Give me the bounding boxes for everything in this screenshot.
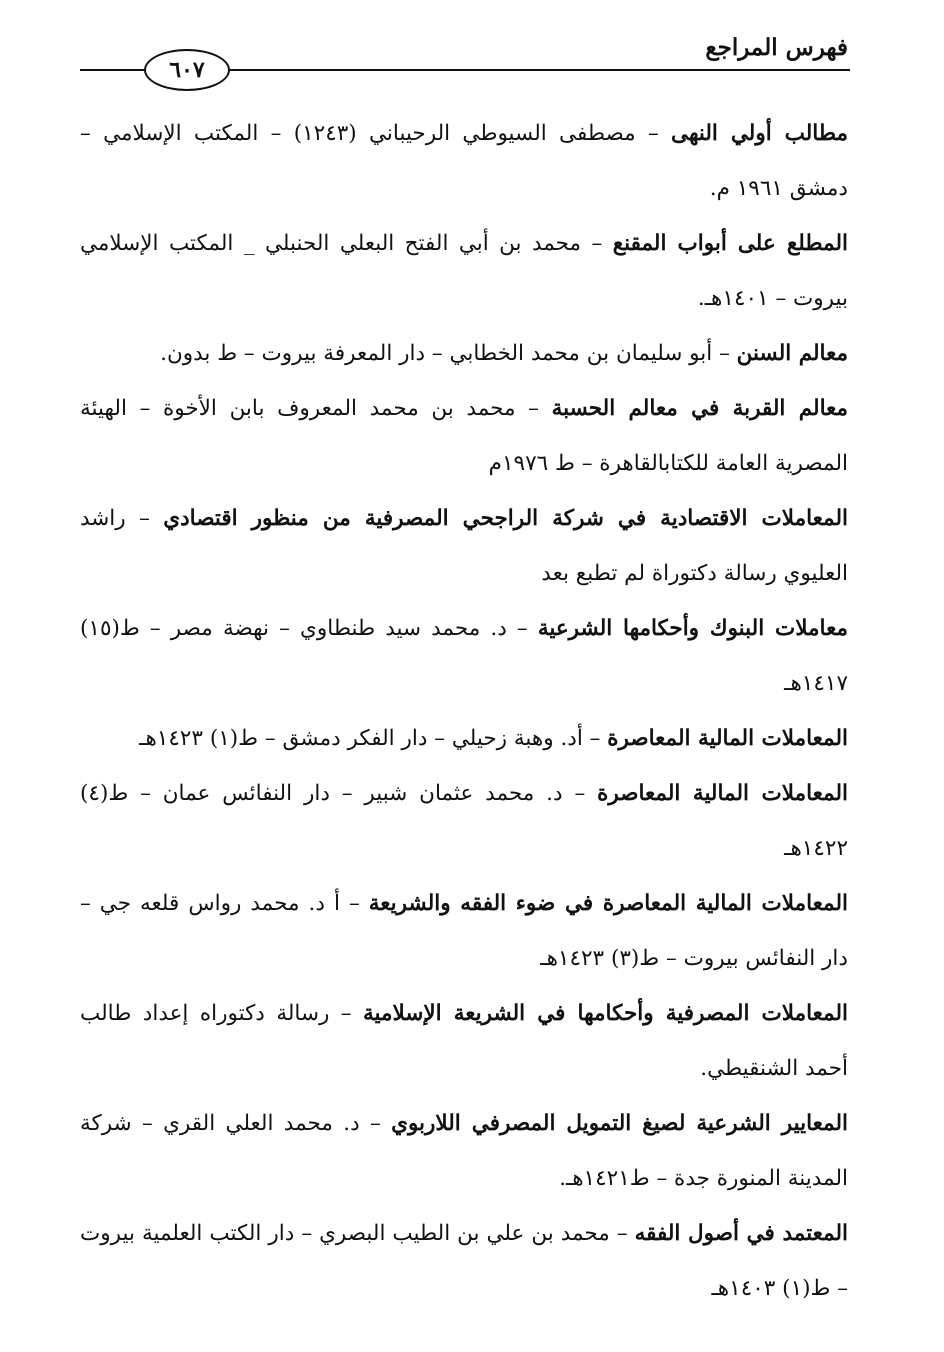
reference-details: – أد. وهبة زحيلي – دار الفكر دمشق – ط(١) ١٤٢٣هـ [139,726,608,751]
references-list [80,106,848,1316]
reference-title: المعاملات المصرفية وأحكامها في الشريعة الإسلامية [363,1001,849,1026]
reference-entry [80,326,848,381]
reference-entry [80,766,848,876]
reference-title: المعاملات الاقتصادية في شركة الراجحي المصرفية من منظور اقتصادي [163,506,849,531]
reference-title: المطلع على أبواب المقنع [612,231,848,256]
reference-entry [80,711,848,766]
reference-details: – محمد بن علي بن الطيب البصري – دار الكتب العلمية بيروت – ط(١) ١٤٠٣هـ [80,1221,848,1301]
reference-title: المعاملات المالية المعاصرة [607,726,848,751]
reference-entry [80,1206,848,1316]
reference-title: معالم القربة في معالم الحسبة [551,396,849,421]
reference-entry [80,1096,848,1206]
reference-details: – أبو سليمان بن محمد الخطابي – دار المعرفة بيروت – ط بدون. [160,341,737,366]
reference-title: معالم السنن [736,341,848,366]
reference-title: المعاملات المالية المعاصرة في ضوء الفقه والشريعة [368,891,849,916]
reference-details: – د. محمد عثمان شبير – دار النفائس عمان – ط(٤) ١٤٢٢هـ [80,781,848,861]
reference-details: – أ د. محمد رواس قلعه جي – دار النفائس بيروت – ط(٣) ١٤٢٣هـ [80,891,848,971]
reference-title: المعايير الشرعية لصيغ التمويل المصرفي اللاربوي [391,1111,848,1136]
reference-details: – د. محمد سيد طنطاوي – نهضة مصر – ط(١٥) ١٤١٧هـ [80,616,848,696]
running-title: فهرس المراجع [705,34,848,61]
reference-details: – رسالة دكتوراه إعداد طالب أحمد الشنقيطي. [80,1001,848,1081]
reference-entry [80,381,848,491]
page-header [80,28,850,98]
reference-title: مطالب أولي النهى [671,121,849,146]
reference-title: المعاملات المالية المعاصرة [597,781,848,806]
reference-title: معاملات البنوك وأحكامها الشرعية [537,616,848,641]
reference-entry [80,986,848,1096]
reference-details: – مصطفى السيوطي الرحيباني (١٢٤٣) – المكتب الإسلامي – دمشق ١٩٦١ م. [80,121,848,201]
reference-entry [80,216,848,326]
reference-details: – د. محمد العلي القري – شركة المدينة المنورة جدة – ط١٤٢١هـ. [80,1111,848,1191]
reference-title: المعتمد في أصول الفقه [634,1221,849,1246]
page-number: ٦٠٧ [144,49,230,91]
reference-entry [80,601,848,711]
reference-entry [80,876,848,986]
reference-entry [80,491,848,601]
reference-details: – محمد بن أبي الفتح البعلي الحنبلي _ المكتب الإسلامي بيروت – ١٤٠١هـ. [80,231,848,311]
reference-details: – محمد بن محمد المعروف بابن الأخوة – الهيئة المصرية العامة للكتابالقاهرة – ط ١٩٧٦م [80,396,848,476]
reference-entry [80,106,848,216]
reference-details: – راشد العليوي رسالة دكتوراة لم تطبع بعد [80,506,848,586]
